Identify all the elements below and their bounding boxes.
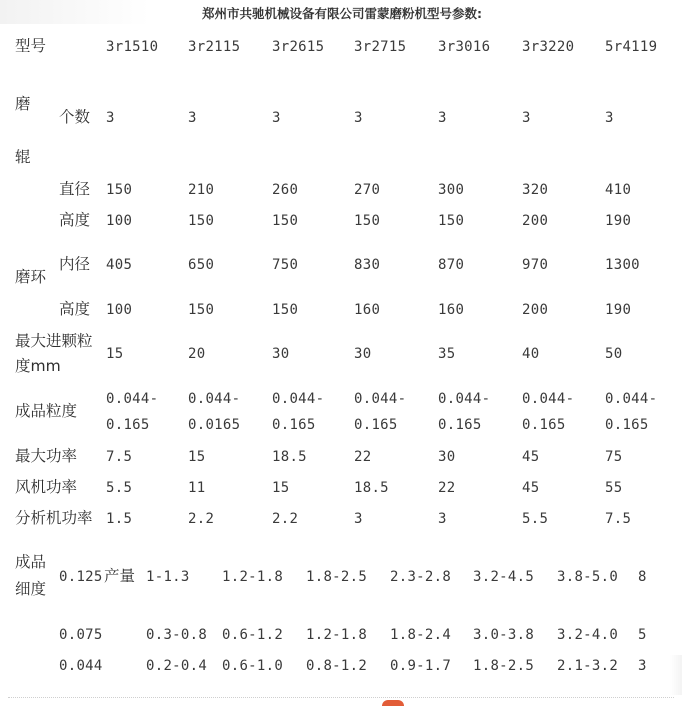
ring-inner-diameter-cell: 970	[522, 257, 549, 273]
row-label-inner-diameter: 内径	[59, 255, 91, 273]
row-label-model: 型号	[15, 37, 47, 55]
output-cell: 8	[638, 569, 647, 585]
row-label-product-size: 成品粒度	[15, 402, 78, 420]
model-cell: 3r2715	[354, 39, 407, 55]
model-cell: 3r3016	[438, 39, 491, 55]
fan-power-cell: 15	[272, 480, 290, 496]
max-feed-size-cell: 30	[272, 346, 290, 362]
max-power-cell: 45	[522, 449, 540, 465]
ring-height-cell: 200	[522, 302, 549, 318]
ring-height-cell: 150	[272, 302, 299, 318]
output-cell: 3.2-4.0	[557, 627, 619, 643]
page-title: 郑州市共驰机械设备有限公司雷蒙磨粉机型号参数:	[202, 6, 482, 21]
analyzer-power-cell: 2.2	[188, 511, 215, 527]
analyzer-power-cell: 5.5	[522, 511, 549, 527]
fineness-value: 0.075	[59, 627, 103, 643]
row-label-count: 个数	[59, 108, 91, 126]
roller-diameter-cell: 320	[522, 182, 549, 198]
scrollbar-edge	[670, 655, 682, 695]
model-cell: 3r2615	[272, 39, 325, 55]
fan-power-cell: 55	[605, 480, 623, 496]
roller-count-cell: 3	[106, 110, 115, 126]
row-label-ring-height: 高度	[59, 300, 91, 318]
ring-height-cell: 190	[605, 302, 632, 318]
max-power-cell: 18.5	[272, 449, 307, 465]
analyzer-power-cell: 3	[438, 511, 447, 527]
product-size-cell-line2: 0.165	[522, 417, 566, 433]
fan-power-cell: 45	[522, 480, 540, 496]
output-cell: 3.8-5.0	[557, 569, 619, 585]
ring-inner-diameter-cell: 650	[188, 257, 215, 273]
output-cell: 1-1.3	[146, 569, 190, 585]
output-cell: 0.6-1.2	[222, 627, 284, 643]
roller-diameter-cell: 300	[438, 182, 465, 198]
roller-height-cell: 150	[188, 213, 215, 229]
ring-height-cell: 160	[438, 302, 465, 318]
roller-count-cell: 3	[272, 110, 281, 126]
row-label-roller-part1: 磨	[15, 95, 31, 113]
row-label-max-feed-line1: 最大进颗粒	[15, 332, 93, 350]
output-cell: 1.8-2.5	[306, 569, 368, 585]
ring-inner-diameter-cell: 1300	[605, 257, 640, 273]
row-label-roller-part2: 辊	[15, 148, 31, 166]
roller-diameter-cell: 270	[354, 182, 381, 198]
roller-height-cell: 150	[354, 213, 381, 229]
product-size-cell-line2: 0.165	[438, 417, 482, 433]
analyzer-power-cell: 2.2	[272, 511, 299, 527]
roller-count-cell: 3	[188, 110, 197, 126]
row-label-max-feed-line2: 度mm	[15, 357, 61, 375]
analyzer-power-cell: 1.5	[106, 511, 133, 527]
roller-count-cell: 3	[354, 110, 363, 126]
roller-count-cell: 3	[605, 110, 614, 126]
row-label-max-power: 最大功率	[15, 447, 78, 465]
fan-power-cell: 5.5	[106, 480, 133, 496]
product-size-cell-line2: 0.165	[106, 417, 150, 433]
fineness-value: 0.044	[59, 658, 103, 674]
output-cell: 1.8-2.4	[390, 627, 452, 643]
fineness-value: 0.125	[59, 569, 103, 585]
output-cell: 0.8-1.2	[306, 658, 368, 674]
ring-inner-diameter-cell: 830	[354, 257, 381, 273]
max-feed-size-cell: 35	[438, 346, 456, 362]
row-label-analyzer-power: 分析机功率	[15, 509, 93, 527]
roller-height-cell: 150	[438, 213, 465, 229]
row-label-fineness-line2: 细度	[15, 580, 47, 598]
output-cell: 0.6-1.0	[222, 658, 284, 674]
roller-count-cell: 3	[522, 110, 531, 126]
ring-height-cell: 150	[188, 302, 215, 318]
roller-height-cell: 190	[605, 213, 632, 229]
max-feed-size-cell: 20	[188, 346, 206, 362]
fan-power-cell: 11	[188, 480, 206, 496]
roller-diameter-cell: 210	[188, 182, 215, 198]
ring-inner-diameter-cell: 405	[106, 257, 133, 273]
output-cell: 3.0-3.8	[473, 627, 535, 643]
max-power-cell: 15	[188, 449, 206, 465]
analyzer-power-cell: 7.5	[605, 511, 632, 527]
product-size-cell-line2: 0.0165	[188, 417, 241, 433]
output-cell: 3	[638, 658, 647, 674]
product-size-cell-line1: 0.044-	[354, 391, 407, 407]
product-size-cell-line1: 0.044-	[272, 391, 325, 407]
product-size-cell-line1: 0.044-	[438, 391, 491, 407]
model-cell: 3r3220	[522, 39, 575, 55]
output-cell: 0.9-1.7	[390, 658, 452, 674]
output-cell: 2.1-3.2	[557, 658, 619, 674]
row-label-output: 产量	[104, 567, 136, 585]
product-size-cell-line2: 0.165	[272, 417, 316, 433]
product-size-cell-line2: 0.165	[605, 417, 649, 433]
row-label-height: 高度	[59, 211, 91, 229]
roller-diameter-cell: 410	[605, 182, 632, 198]
max-feed-size-cell: 40	[522, 346, 540, 362]
product-size-cell-line1: 0.044-	[522, 391, 575, 407]
output-cell: 1.8-2.5	[473, 658, 535, 674]
output-cell: 5	[638, 627, 647, 643]
roller-count-cell: 3	[438, 110, 447, 126]
roller-diameter-cell: 260	[272, 182, 299, 198]
max-power-cell: 22	[354, 449, 372, 465]
product-size-cell-line1: 0.044-	[106, 391, 159, 407]
output-cell: 0.2-0.4	[146, 658, 208, 674]
fan-power-cell: 18.5	[354, 480, 389, 496]
max-power-cell: 7.5	[106, 449, 133, 465]
product-size-cell-line1: 0.044-	[188, 391, 241, 407]
bottom-divider	[8, 697, 674, 698]
product-size-cell-line1: 0.044-	[605, 391, 658, 407]
ring-height-cell: 160	[354, 302, 381, 318]
ring-inner-diameter-cell: 750	[272, 257, 299, 273]
model-cell: 3r1510	[106, 39, 159, 55]
row-label-fineness-line1: 成品	[15, 553, 47, 571]
output-cell: 3.2-4.5	[473, 569, 535, 585]
scroll-marker-icon	[382, 700, 404, 706]
max-feed-size-cell: 50	[605, 346, 623, 362]
output-cell: 1.2-1.8	[306, 627, 368, 643]
max-power-cell: 75	[605, 449, 623, 465]
ring-inner-diameter-cell: 870	[438, 257, 465, 273]
roller-height-cell: 200	[522, 213, 549, 229]
model-cell: 5r4119	[605, 39, 658, 55]
fan-power-cell: 22	[438, 480, 456, 496]
analyzer-power-cell: 3	[354, 511, 363, 527]
row-label-diameter: 直径	[59, 180, 91, 198]
row-label-fan-power: 风机功率	[15, 478, 78, 496]
roller-height-cell: 100	[106, 213, 133, 229]
output-cell: 1.2-1.8	[222, 569, 284, 585]
output-cell: 2.3-2.8	[390, 569, 452, 585]
max-power-cell: 30	[438, 449, 456, 465]
ring-height-cell: 100	[106, 302, 133, 318]
row-label-ring: 磨环	[15, 268, 47, 286]
max-feed-size-cell: 15	[106, 346, 124, 362]
roller-diameter-cell: 150	[106, 182, 133, 198]
output-cell: 0.3-0.8	[146, 627, 208, 643]
product-size-cell-line2: 0.165	[354, 417, 398, 433]
roller-height-cell: 150	[272, 213, 299, 229]
model-cell: 3r2115	[188, 39, 241, 55]
max-feed-size-cell: 30	[354, 346, 372, 362]
